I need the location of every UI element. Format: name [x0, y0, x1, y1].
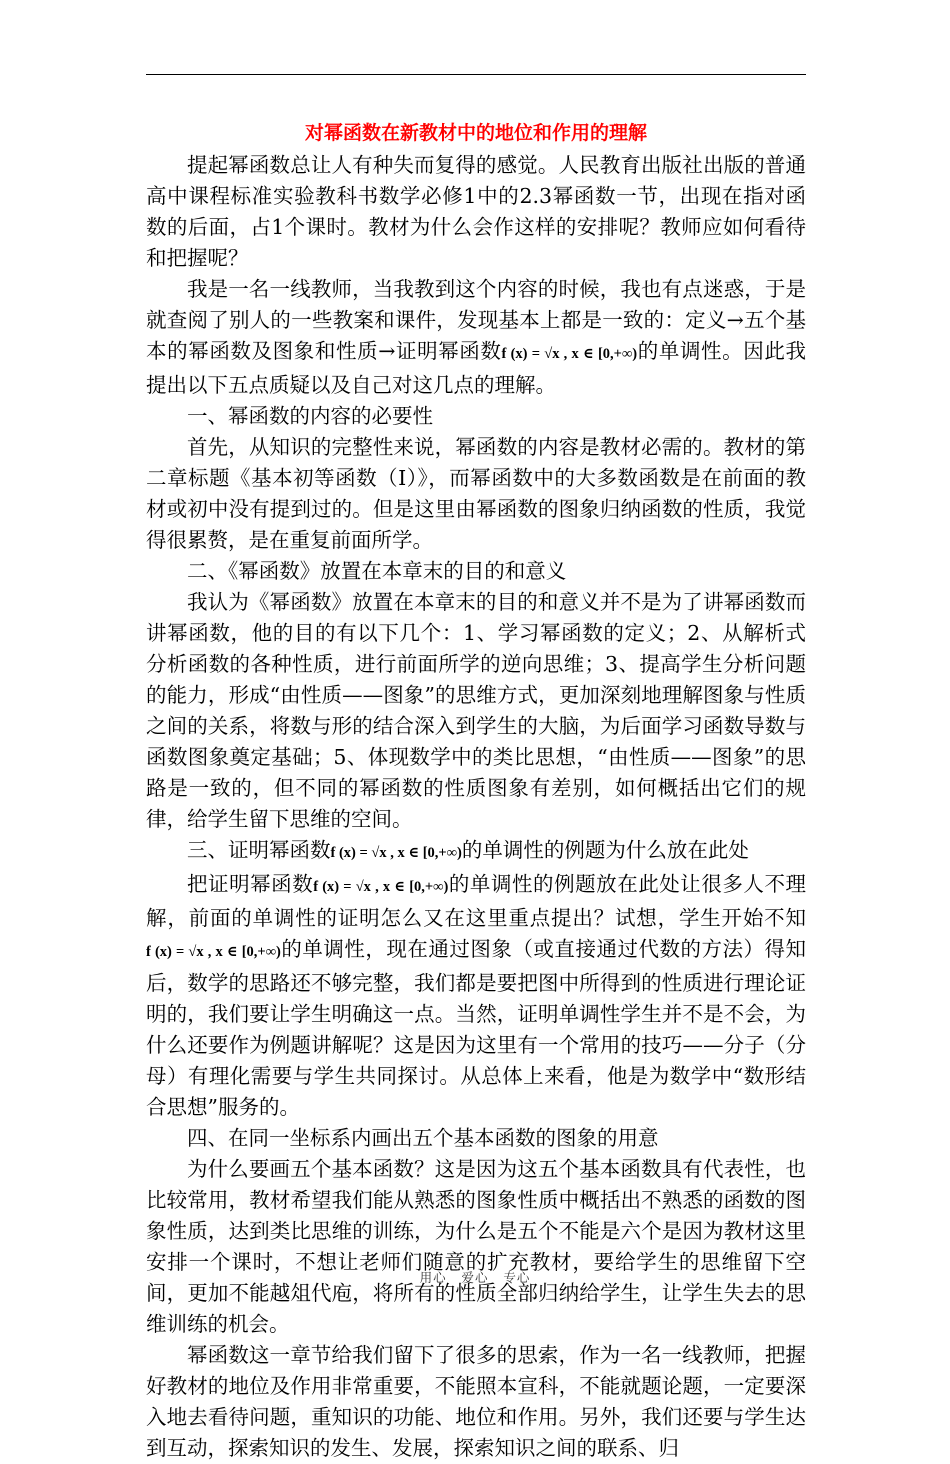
math-formula: f (x) = √x , x ∈ [0,+∞)	[501, 346, 638, 362]
paragraph	[146, 1340, 806, 1464]
section-heading	[146, 401, 806, 432]
paragraph	[146, 835, 806, 869]
paragraph	[146, 432, 806, 556]
page-footer: 用心 爱心 专心	[419, 1270, 531, 1285]
paragraph-text: 提起幂函数总让人有种失而复得的感觉。人民教育出版社出版的普通高中课程标准实验教科书数学必修1中的2.3幂函数一节，出现在指对函数的后面，占1个课时。教材为什么会作这样的安排呢？教师应如何看待和把握呢？	[146, 153, 806, 270]
paragraph	[146, 1154, 806, 1340]
paragraph	[146, 869, 806, 1123]
paragraph-text: 一、幂函数的内容的必要性	[187, 404, 433, 428]
header-rule	[146, 74, 806, 75]
section-heading	[146, 556, 806, 587]
paragraph	[146, 587, 806, 835]
paragraph-text: 为什么要画五个基本函数？这是因为这五个基本函数具有代表性，也比较常用，教材希望我们能从熟悉的图象性质中概括出不熟悉的函数的图象性质，达到类比思维的训练，为什么是五个不能是六个是因为教材这里安排一个课时，不想让老师们随意的扩充教材，要给学生的思维留下空间，更加不能越俎代庖，将所有的性质全部归纳给学生，让学生失去的思维训练的机会。	[146, 1157, 806, 1336]
paragraph-text: 把证明幂函数	[187, 872, 314, 896]
paragraph-text: 的单调性。因此我提出以下五点质疑以及自己对这几点的理解。	[146, 339, 806, 397]
paragraph-text: 的单调性，现在通过图象（或直接通过代数的方法）得知后，数学的思路还不够完整，我们都是要把图中所得到的性质进行理论证明的，我们要让学生明确这一点。当然，证明单调性学生并不是不会，为什么还要作为例题讲解呢？这是因为这里有一个常用的技巧——分子（分母）有理化需要与学生共同探讨。从总体上来看，他是为数学中“数形结合思想”服务的。	[146, 937, 806, 1119]
paragraph	[146, 150, 806, 274]
paragraph-text: 二、《幂函数》放置在本章末的目的和意义	[187, 559, 567, 583]
document-title: 对幂函数在新教材中的地位和作用的理解	[304, 122, 647, 144]
paragraph-text: 的单调性的例题为什么放在此处	[461, 838, 749, 862]
document-body	[146, 116, 806, 1464]
math-formula: f (x) = √x , x ∈ [0,+∞)	[146, 944, 281, 960]
paragraph-text: 我认为《幂函数》放置在本章末的目的和意义并不是为了讲幂函数而讲幂函数，他的目的有以下几个：1、学习幂函数的定义；2、从解析式分析函数的各种性质，进行前面所学的逆向思维；3、提高学生分析问题的能力，形成“由性质——图象”的思维方式，更加深刻地理解图象与性质之间的关系，将数与形的结合深入到学生的大脑，为后面学习函数导数与函数图象奠定基础；5、体现数学中的类比思想，“由性质——图象”的思路是一致的，但不同的幂函数的性质图象有差别，如何概括出它们的规律，给学生留下思维的空间。	[146, 590, 806, 831]
math-formula: f (x) = √x , x ∈ [0,+∞)	[313, 879, 449, 895]
paragraph-text: 幂函数这一章节给我们留下了很多的思索，作为一名一线教师，把握好教材的地位及作用非常重要，不能照本宣科，不能就题论题，一定要深入地去看待问题，重知识的功能、地位和作用。另外，我们还要与学生达到互动，探索知识的发生、发展，探索知识之间的联系、归	[146, 1343, 806, 1460]
document-paragraphs	[146, 150, 806, 1464]
paragraph-text: 首先，从知识的完整性来说，幂函数的内容是教材必需的。教材的第二章标题《基本初等函数（Ⅰ）》，而幂函数中的大多数函数是在前面的教材或初中没有提到过的。但是这里由幂函数的图象归纳函数的性质，我觉得很累赘，是在重复前面所学。	[146, 435, 806, 552]
paragraph	[146, 274, 806, 401]
paragraph-text: 三、证明幂函数	[187, 838, 331, 862]
math-formula: f (x) = √x , x ∈ [0,+∞)	[330, 845, 462, 861]
section-heading	[146, 1123, 806, 1154]
paragraph-text: 我是一名一线教师，当我教到这个内容的时候，我也有点迷惑，于是就查阅了别人的一些教案和课件，发现基本上都是一致的：定义→五个基本的幂函数及图象和性质→证明幂函数	[146, 277, 806, 363]
paragraph-text: 四、在同一坐标系内画出五个基本函数的图象的用意	[187, 1126, 659, 1150]
paragraph-text: 的单调性的例题放在此处让很多人不理解，前面的单调性的证明怎么又在这里重点提出？试想，学生开始不知	[146, 872, 807, 930]
